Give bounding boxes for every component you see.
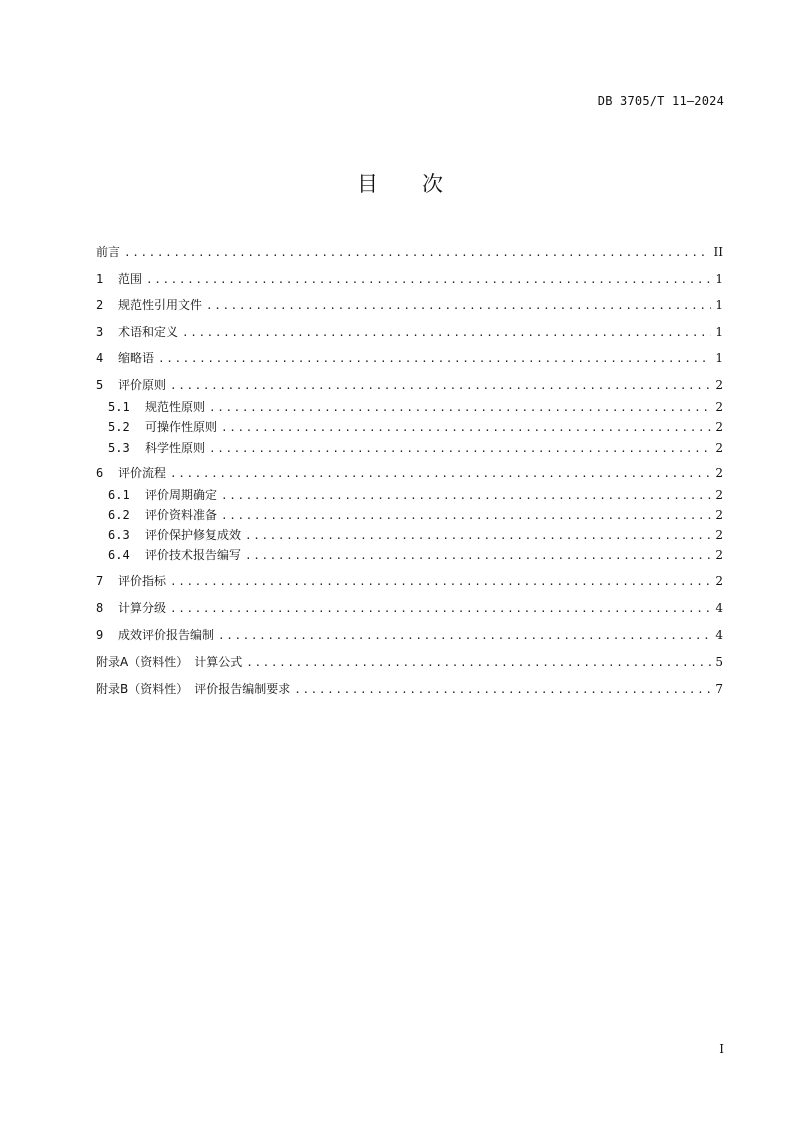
toc-entry-number: 6.1 xyxy=(108,488,130,502)
toc-entry-label: 范围 xyxy=(118,272,143,286)
toc-entry-label: 附录A（资料性） 计算公式 xyxy=(96,655,243,669)
toc-entry-label: 评价资料准备 xyxy=(145,508,218,522)
toc-entry-4[interactable] xyxy=(96,350,723,366)
dot-leader xyxy=(209,441,711,457)
document-code: DB 3705/T 11—2024 xyxy=(597,94,724,108)
toc-entry-label: 规范性原则 xyxy=(145,400,206,414)
toc-entry-label: 附录B（资料性） 评价报告编制要求 xyxy=(96,682,291,696)
toc-entry-annex-b[interactable] xyxy=(96,681,723,697)
toc-entry-number: 8 xyxy=(96,601,104,615)
toc-entry-label: 评价原则 xyxy=(118,378,167,392)
dot-leader xyxy=(182,325,711,341)
dot-leader xyxy=(221,420,711,436)
toc-entry-6-1[interactable] xyxy=(96,487,723,503)
dot-leader xyxy=(218,628,711,644)
dot-leader xyxy=(206,298,711,314)
toc-entry-label: 评价周期确定 xyxy=(145,488,218,502)
toc-entry-label: 成效评价报告编制 xyxy=(118,628,215,642)
toc-entry-number: 5.1 xyxy=(108,400,130,414)
toc-entry-label: 计算分级 xyxy=(118,601,167,615)
toc-entry-page: 2 xyxy=(715,574,723,588)
toc-entry-5[interactable] xyxy=(96,377,723,393)
toc-entry-number: 2 xyxy=(96,298,104,312)
toc-title xyxy=(0,168,800,198)
dot-leader xyxy=(170,378,711,394)
dot-leader xyxy=(294,682,711,698)
dot-leader xyxy=(170,466,711,482)
toc-entry-page: 2 xyxy=(715,488,723,502)
toc-entry-8[interactable] xyxy=(96,600,723,616)
toc-entry-page: 2 xyxy=(715,548,723,562)
dot-leader xyxy=(209,400,711,416)
toc-entry-page: II xyxy=(713,245,723,259)
toc-entry-label: 可操作性原则 xyxy=(145,420,218,434)
toc-title-char-2: 次 xyxy=(422,172,443,196)
toc-entry-page: 1 xyxy=(715,351,723,365)
toc-entry-page: 1 xyxy=(715,298,723,312)
toc-entry-page: 2 xyxy=(715,400,723,414)
toc-entry-number: 5 xyxy=(96,378,104,392)
dot-leader xyxy=(221,488,711,504)
toc-entry-number: 7 xyxy=(96,574,104,588)
toc-entry-page: 2 xyxy=(715,441,723,455)
toc-entry-page: 4 xyxy=(715,601,723,615)
toc-entry-page: 2 xyxy=(715,420,723,434)
toc-entry-6-4[interactable] xyxy=(96,547,723,563)
toc-entry-6-3[interactable] xyxy=(96,527,723,543)
toc-entry-label: 前言 xyxy=(96,245,121,259)
toc-entry-annex-a[interactable] xyxy=(96,654,723,670)
toc-entry-label: 科学性原则 xyxy=(145,441,206,455)
toc-entry-number: 9 xyxy=(96,628,104,642)
page-number: I xyxy=(719,1042,724,1056)
toc-entry-page: 1 xyxy=(715,325,723,339)
toc-entry-2[interactable] xyxy=(96,297,723,313)
dot-leader xyxy=(245,548,711,564)
toc-entry-number: 3 xyxy=(96,325,104,339)
dot-leader xyxy=(124,245,710,261)
toc-entry-5-2[interactable] xyxy=(96,419,723,435)
toc-entry-9[interactable] xyxy=(96,627,723,643)
toc-entry-number: 6.4 xyxy=(108,548,130,562)
toc-entry-label: 评价流程 xyxy=(118,466,167,480)
toc-entry-number: 6.3 xyxy=(108,528,130,542)
dot-leader xyxy=(170,601,711,617)
toc-entry-foreword[interactable] xyxy=(96,244,723,260)
toc-entry-number: 5.3 xyxy=(108,441,130,455)
toc-entry-1[interactable] xyxy=(96,271,723,287)
toc-entry-page: 2 xyxy=(715,466,723,480)
toc-entry-6[interactable] xyxy=(96,465,723,481)
toc-title-char-1: 目 xyxy=(357,172,378,196)
toc-entry-label: 评价保护修复成效 xyxy=(145,528,242,542)
dot-leader xyxy=(170,574,711,590)
dot-leader xyxy=(146,272,711,288)
toc-entry-7[interactable] xyxy=(96,573,723,589)
toc-entry-label: 规范性引用文件 xyxy=(118,298,203,312)
toc-entry-number: 5.2 xyxy=(108,420,130,434)
dot-leader xyxy=(245,528,711,544)
dot-leader xyxy=(246,655,711,671)
toc-entry-6-2[interactable] xyxy=(96,507,723,523)
toc-entry-3[interactable] xyxy=(96,324,723,340)
toc-entry-page: 2 xyxy=(715,508,723,522)
toc-entry-5-1[interactable] xyxy=(96,399,723,415)
toc-entry-page: 2 xyxy=(715,528,723,542)
toc-entry-number: 4 xyxy=(96,351,104,365)
toc-entry-page: 5 xyxy=(715,655,723,669)
toc-entry-label: 术语和定义 xyxy=(118,325,179,339)
toc-entry-label: 缩略语 xyxy=(118,351,155,365)
toc-entry-page: 2 xyxy=(715,378,723,392)
toc-entry-page: 4 xyxy=(715,628,723,642)
toc-entry-number: 6.2 xyxy=(108,508,130,522)
toc-entry-5-3[interactable] xyxy=(96,440,723,456)
toc-entry-page: 7 xyxy=(715,682,723,696)
toc-entry-label: 评价技术报告编写 xyxy=(145,548,242,562)
toc-entry-number: 6 xyxy=(96,466,104,480)
toc-entry-number: 1 xyxy=(96,272,104,286)
toc-entry-page: 1 xyxy=(715,272,723,286)
toc-entry-label: 评价指标 xyxy=(118,574,167,588)
dot-leader xyxy=(221,508,711,524)
dot-leader xyxy=(158,351,711,367)
